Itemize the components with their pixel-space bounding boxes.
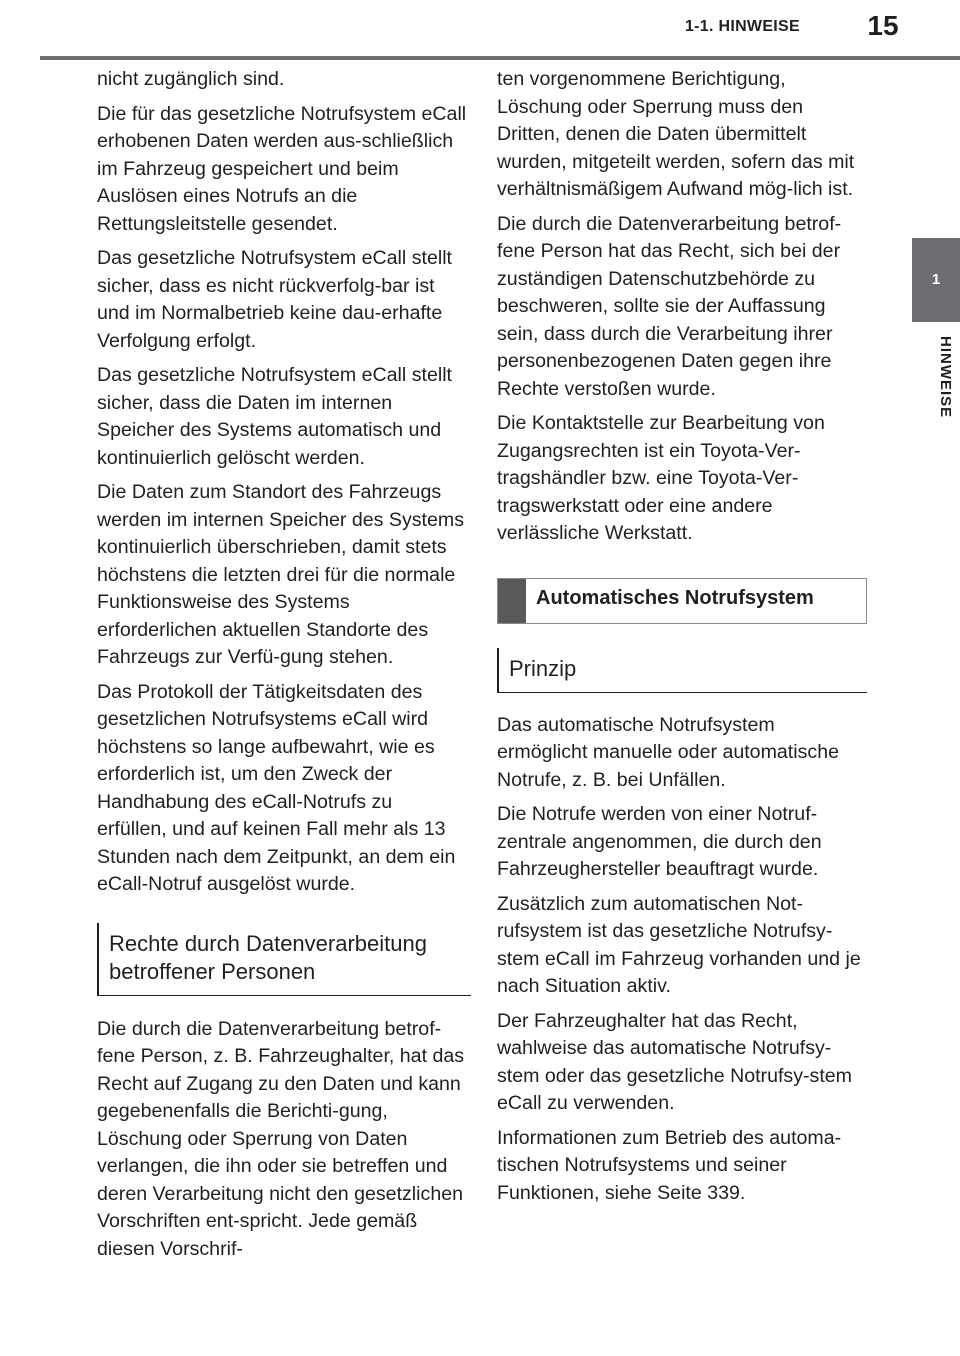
left-column <box>97 66 467 1270</box>
paragraph: Informationen zum Betrieb des automa-tischen Notrufsystems und seiner Funktionen, siehe Seite 339. <box>497 1126 842 1204</box>
section-heading-bar <box>498 579 526 623</box>
subheading-principle: Prinzip <box>497 648 867 693</box>
right-column <box>497 66 867 1214</box>
paragraph: nicht zugänglich sind. <box>97 68 285 90</box>
paragraph: Zusätzlich zum automatischen Not-rufsystem ist das gesetzliche Notrufsy-stem eCall im Fahrzeug vorhanden und je nach Situation aktiv. <box>497 892 861 997</box>
paragraph: Das gesetzliche Notrufsystem eCall stellt sicher, dass es nicht rückverfolg-bar ist und im Normalbetrieb keine dau-erhafte Verfolgung erfolgt. <box>97 247 452 352</box>
paragraph: Die Daten zum Standort des Fahrzeugs werden im internen Speicher des Systems kontinuierlich überschrieben, damit stets höchstens die letzten drei für die normale Funktionsweise des Systems erforderlichen aktuellen Standorte des Fahrzeugs zur Verfü-gung stehen. <box>97 481 465 668</box>
page-number: 15 <box>867 10 899 41</box>
running-header-section: 1-1. HINWEISE <box>684 18 800 35</box>
paragraph: Das gesetzliche Notrufsystem eCall stellt sicher, dass die Daten im internen Speicher des Systems automatisch und kontinuierlich gelöscht werden. <box>97 364 452 469</box>
paragraph: Das Protokoll der Tätigkeitsdaten des gesetzlichen Notrufsystems eCall wird höchstens so lange aufbewahrt, wie es erforderlich ist, um den Zweck der Handhabung des eCall-Notrufs zu erfüllen, und auf keinen Fall mehr als 13 Stunden nach dem Zeitpunkt, an dem ein eCall-Notruf ausgelöst wurde. <box>97 680 456 895</box>
chapter-tab[interactable]: 1 <box>912 238 960 322</box>
paragraph: Die Kontaktstelle zur Bearbeitung von Zugangsrechten ist ein Toyota-Ver-tragshändler bzw. eine Toyota-Ver-tragswerkstatt oder eine andere verlässliche Werkstatt. <box>497 412 825 544</box>
subheading-data-subject-rights: Rechte durch Datenverarbeitung betroffener Personen <box>97 923 471 996</box>
paragraph: Die für das gesetzliche Notrufsystem eCall erhobenen Daten werden aus-schließlich im Fahrzeug gespeichert und beim Auslösen eines Notrufs an die Rettungsleitstelle gesendet. <box>97 102 467 235</box>
paragraph: Die durch die Datenverarbeitung betrof-fene Person, z. B. Fahrzeughalter, hat das Recht auf Zugang zu den Daten und kann gegebenenfalls die Berichti-gung, Löschung oder Sperrung von Daten verlangen, die ihn oder sie betreffen und deren Verarbeitung nicht den gesetzlichen Vorschriften ent-spricht. Jede gemäß diesen Vorschrif- <box>97 1017 465 1260</box>
header-divider <box>40 56 960 60</box>
paragraph: Die Notrufe werden von einer Notruf-zentrale angenommen, die durch den Fahrzeughersteller beauftragt wurde. <box>497 803 822 880</box>
paragraph: ten vorgenommene Berichtigung, Löschung oder Sperrung muss den Dritten, denen die Daten übermittelt wurden, mitgeteilt werden, sofern das mit verhältnismäßigem Aufwand mög-lich ist. <box>497 68 855 200</box>
paragraph: Die durch die Datenverarbeitung betrof-fene Person hat das Recht, sich bei der zuständigen Datenschutzbehörde zu beschweren, sollte sie der Auffassung sein, dass durch die Verarbeitung ihrer personenbezogenen Daten gegen ihre Rechte verstoßen wurde. <box>497 212 842 400</box>
chapter-tab-label: HINWEISE <box>937 336 954 419</box>
section-heading-title: Automatisches Notrufsystem <box>536 586 814 609</box>
paragraph: Der Fahrzeughalter hat das Recht, wahlweise das automatische Notrufsy-stem oder das gesetzliche Notrufsy-stem eCall zu verwenden. <box>497 1009 853 1114</box>
section-heading-automatic-emergency-call <box>497 578 867 624</box>
paragraph: Das automatische Notrufsystem ermöglicht manuelle oder automatische Notrufe, z. B. bei Unfällen. <box>497 713 839 791</box>
